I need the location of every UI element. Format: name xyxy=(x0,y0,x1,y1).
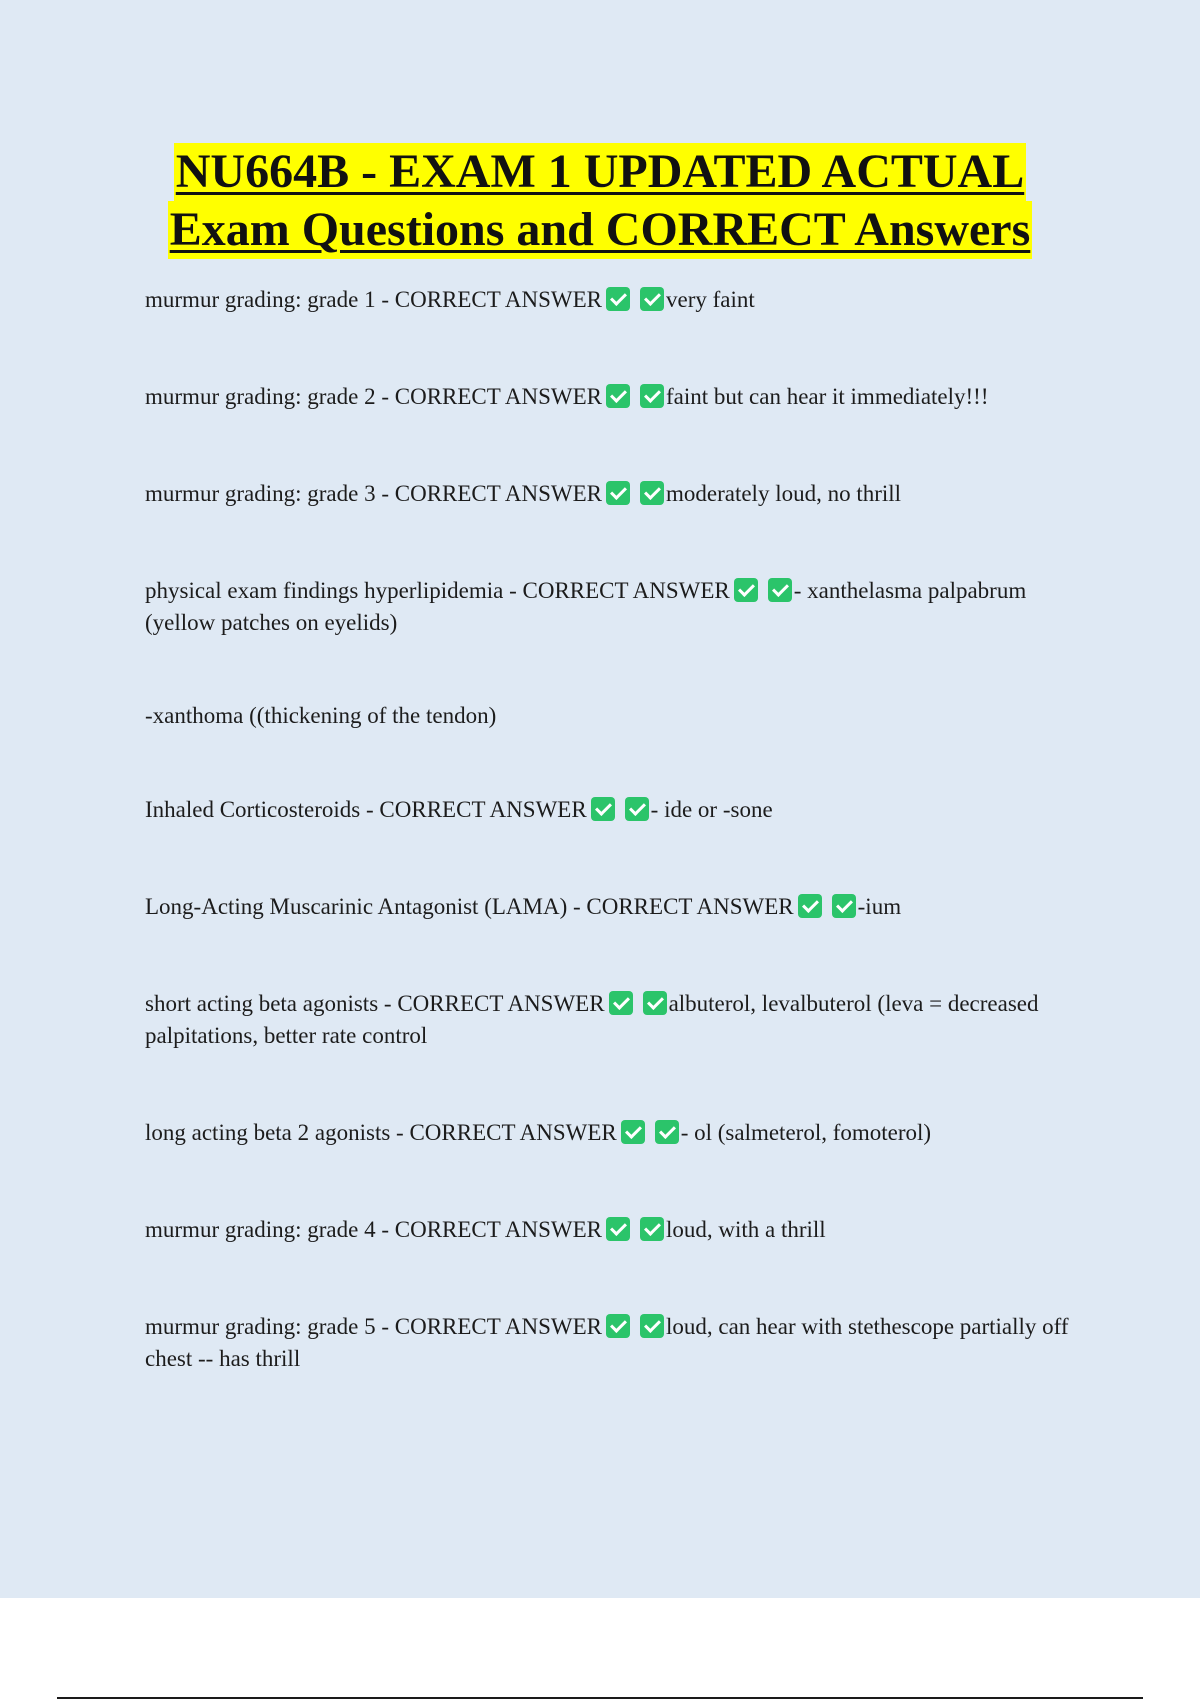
green-check-icon xyxy=(606,481,630,505)
question-text: murmur grading: grade 4 xyxy=(145,1217,376,1242)
answer-text: albuterol, levalbuterol (leva = decreased palpitations, better rate control xyxy=(145,991,1039,1048)
correct-answer-marker: - CORRECT ANSWER xyxy=(366,797,587,822)
answer-text: very faint xyxy=(665,287,755,312)
green-check-icon xyxy=(734,578,758,602)
green-check-icon xyxy=(643,991,667,1015)
answer-text: loud, can hear with stethescope partially off chest -- has thrill xyxy=(145,1314,1069,1371)
green-check-icon xyxy=(640,481,664,505)
question-text: Inhaled Corticosteroids xyxy=(145,797,361,822)
qa-item xyxy=(145,700,1085,732)
answer-text: -ium xyxy=(857,894,902,919)
correct-answer-marker: - CORRECT ANSWER xyxy=(383,991,605,1016)
qa-item xyxy=(145,1311,1085,1375)
question-text: long acting beta 2 agonists xyxy=(145,1120,391,1145)
green-check-icon xyxy=(640,1314,664,1338)
footer-divider xyxy=(57,1697,1143,1699)
green-check-icon xyxy=(606,1314,630,1338)
green-check-icon xyxy=(621,1120,645,1144)
page-title xyxy=(0,143,1200,259)
question-text: murmur grading: grade 3 xyxy=(145,481,376,506)
correct-answer-marker: - CORRECT ANSWER xyxy=(381,481,602,506)
qa-item xyxy=(145,478,1085,510)
question-text: murmur grading: grade 5 xyxy=(145,1314,376,1339)
green-check-icon xyxy=(640,287,664,311)
correct-answer-marker: - CORRECT ANSWER xyxy=(572,894,794,919)
question-text: short acting beta agonists xyxy=(145,991,379,1016)
green-check-icon xyxy=(625,797,649,821)
green-check-icon xyxy=(768,578,792,602)
answer-text: moderately loud, no thrill xyxy=(665,481,902,506)
green-check-icon xyxy=(609,991,633,1015)
qa-item xyxy=(145,891,1085,923)
green-check-icon xyxy=(606,384,630,408)
qa-item xyxy=(145,575,1085,639)
question-text: physical exam findings hyperlipidemia xyxy=(145,578,504,603)
green-check-icon xyxy=(655,1120,679,1144)
qa-item xyxy=(145,381,1085,413)
correct-answer-marker: - CORRECT ANSWER xyxy=(381,1314,602,1339)
title-line-1: NU664B - EXAM 1 UPDATED ACTUAL xyxy=(174,143,1026,201)
green-check-icon xyxy=(640,384,664,408)
title-line-2: Exam Questions and CORRECT Answers xyxy=(168,201,1033,259)
question-text: Long-Acting Muscarinic Antagonist (LAMA) xyxy=(145,894,568,919)
green-check-icon xyxy=(640,1217,664,1241)
answer-text: - xanthelasma palpabrum (yellow patches on eyelids) xyxy=(145,578,1027,635)
question-text: murmur grading: grade 1 xyxy=(145,287,376,312)
qa-item xyxy=(145,1117,1085,1149)
correct-answer-marker: - CORRECT ANSWER xyxy=(509,578,730,603)
correct-answer-marker: - CORRECT ANSWER xyxy=(381,287,602,312)
correct-answer-marker: - CORRECT ANSWER xyxy=(381,1217,602,1242)
green-check-icon xyxy=(798,894,822,918)
correct-answer-marker: - CORRECT ANSWER xyxy=(381,384,602,409)
qa-item xyxy=(145,794,1085,826)
qa-item xyxy=(145,284,1085,316)
answer-text: loud, with a thrill xyxy=(665,1217,826,1242)
answer-text: faint but can hear it immediately!!! xyxy=(665,384,989,409)
correct-answer-marker: - CORRECT ANSWER xyxy=(396,1120,617,1145)
green-check-icon xyxy=(591,797,615,821)
answer-text: - ol (salmeterol, fomoterol) xyxy=(680,1120,932,1145)
qa-item xyxy=(145,1214,1085,1246)
answer-continuation-text: -xanthoma ((thickening of the tendon) xyxy=(145,703,497,728)
answer-text: - ide or -sone xyxy=(650,797,773,822)
green-check-icon xyxy=(606,287,630,311)
green-check-icon xyxy=(606,1217,630,1241)
green-check-icon xyxy=(832,894,856,918)
question-text: murmur grading: grade 2 xyxy=(145,384,376,409)
qa-item xyxy=(145,988,1085,1052)
